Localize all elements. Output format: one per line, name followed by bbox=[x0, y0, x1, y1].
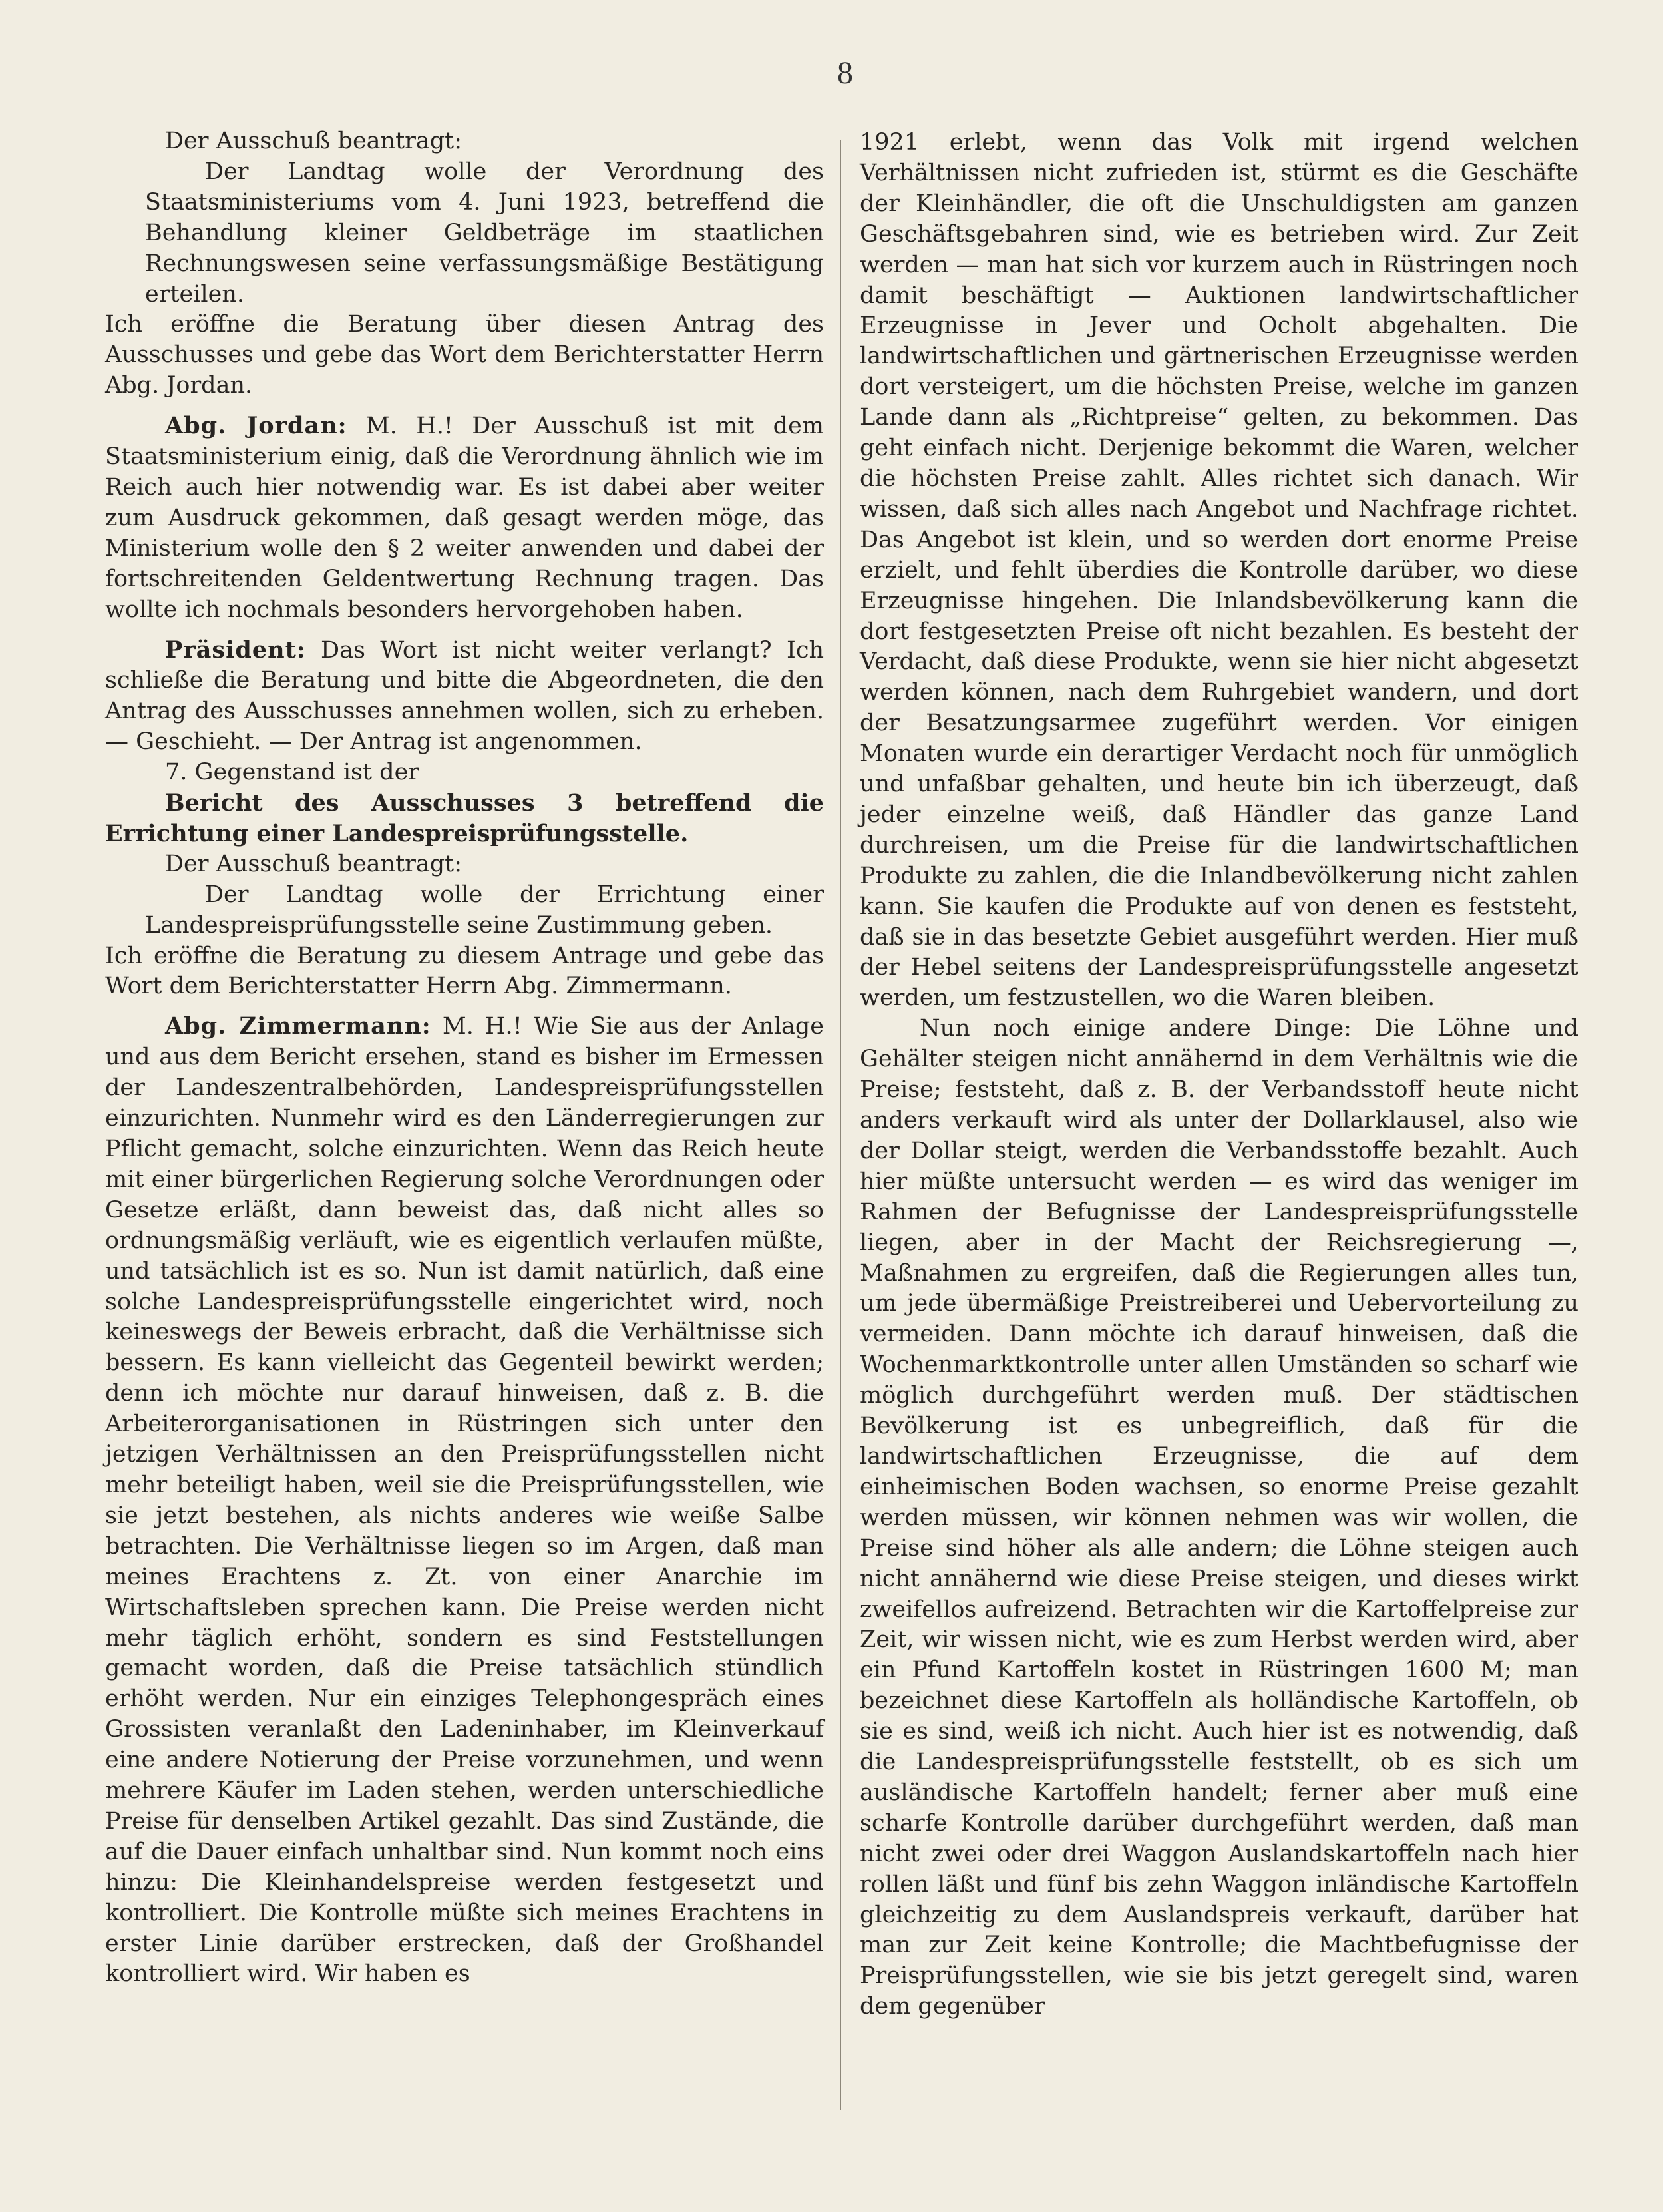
speaker-name: Abg. Zimmermann: bbox=[165, 1012, 431, 1040]
speech-text: Das Wort ist nicht weiter verlangt? Ich schließe die Beratung und bitte die Abgeordneten, die den Antrag des Ausschusses annehmen wollen, sich zu erheben. — Geschieht. — Der Antrag ist angenommen. bbox=[105, 636, 824, 756]
speaker-name: Präsident: bbox=[165, 636, 306, 664]
agenda-item: 7. Gegenstand ist der bbox=[165, 759, 420, 786]
opening-statement: Ich eröffne die Beratung zu diesem Antrage und gebe das Wort dem Berichterstatter Herrn Abg. Zimmermann. bbox=[105, 942, 824, 1000]
committee-motion-text: Der Landtag wolle der Errichtung einer Landespreisprüfungsstelle seine Zustimmung geben. bbox=[145, 881, 824, 939]
speech-paragraph: Nun noch einige andere Dinge: Die Löhne und Gehälter steigen nicht annähernd in dem Verhältnis wie die Preise; feststeht, daß z. B. der Verbandsstoff heute nicht anders verkauft wird als unter der Dollarklausel, also wie der Dollar steigt, werden die Verbandsstoffe bezahlt. Auch hier müßte untersucht werden — es wird das weniger im Rahmen der Befugnisse der Landespreisprüfungsstelle liegen, aber in der Macht der Reichsregierung —, Maßnahmen zu ergreifen, daß die Regierungen alles tun, um jede übermäßige Preistreiberei und Uebervorteilung zu vermeiden. Dann möchte ich darauf hinweisen, daß die Wochenmarktkontrolle unter allen Umständen so scharf wie möglich durchgeführt werden muß. Der städtischen Bevölkerung ist es unbegreiflich, daß für die landwirtschaftlichen Erzeugnisse, die auf dem einheimischen Boden wachsen, so enorme Preise gezahlt werden müssen, wir können nehmen was wir wollen, die Preise sind höher als alle andern; die Löhne steigen auch nicht annähernd wie diese Preise steigen, und dieses wirkt zweifellos aufreizend. Betrachten wir die Kartoffelpreise zur Zeit, wir wissen nicht, wie es zum Herbst werden wird, aber ein Pfund Kartoffeln kostet in Rüstringen 1600 M; man bezeichnet diese Kartoffeln als holländische Kartoffeln, ob sie es sind, weiß ich nicht. Auch hier ist es notwendig, daß die Landespreisprüfungsstelle feststellt, ob es sich um ausländische Kartoffeln handelt; ferner aber muß eine scharfe Kontrolle darüber durchgeführt werden, daß man nicht zwei oder drei Waggon Auslandskartoffeln nach hier rollen läßt und fünf bis zehn Waggon inländische Kartoffeln gleichzeitig zu dem Auslandspreis verkauft, darüber hat man zur Zeit keine Kontrolle; die Machtbefugnisse der Preisprüfungsstellen, wie sie bis jetzt geregelt sind, waren dem gegenüber bbox=[860, 1015, 1578, 2020]
speech-jordan bbox=[105, 411, 824, 625]
speaker-name: Abg. Jordan: bbox=[165, 412, 347, 440]
committee-motion-intro: Der Ausschuß beantragt: bbox=[165, 128, 462, 154]
opening-statement: Ich eröffne die Beratung über diesen Antrag des Ausschusses und gebe das Wort dem Berichterstatter Herrn Abg. Jordan. bbox=[105, 311, 824, 399]
speech-president bbox=[105, 635, 824, 758]
page-number: 8 bbox=[837, 55, 853, 91]
speech-zimmermann bbox=[105, 1011, 824, 1990]
committee-motion-intro: Der Ausschuß beantragt: bbox=[165, 850, 462, 877]
speech-text: M. H.! Wie Sie aus der Anlage und aus dem Bericht ersehen, stand es bisher im Ermessen der Landeszentralbehörden, Landespreisprüfungsstellen einzurichten. Nunmehr wird es den Länderregierungen zur Pflicht gemacht, solche einzurichten. Wenn das Reich heute mit einer bürgerlichen Regierung solche Verordnungen oder Gesetze erläßt, dann beweist das, daß nicht alles so ordnungsmäßig verläuft, wie es eigentlich verlaufen müßte, und tatsächlich ist es so. Nun ist damit natürlich, daß eine solche Landespreisprüfungsstelle eingerichtet wird, noch keineswegs der Beweis erbracht, daß die Verhältnisse sich bessern. Es kann vielleicht das Gegenteil bewirkt werden; denn ich möchte nur darauf hinweisen, daß z. B. die Arbeiterorganisationen in Rüstringen sich unter den jetzigen Verhältnissen an den Preisprüfungsstellen nicht mehr beteiligt haben, weil sie die Preisprüfungsstellen, wie sie jetzt bestehen, als nichts anderes wie weiße Salbe betrachten. Die Verhältnisse liegen so im Argen, daß man meines Erachtens z. Zt. von einer Anarchie im Wirtschaftsleben sprechen kann. Die Preise werden nicht mehr täglich erhöht, sondern es sind Feststellungen gemacht worden, daß die Preise tatsächlich stündlich erhöht werden. Nur ein einziges Telephongespräch eines Grossisten veranlaßt den Ladeninhaber, im Kleinverkauf eine andere Notierung der Preise vorzunehmen, und wenn mehrere Käufer im Laden stehen, werden unterschiedliche Preise für denselben Artikel gezahlt. Das sind Zustände, die auf die Dauer einfach unhaltbar sind. Nun kommt noch eins hinzu: Die Kleinhandelspreise werden festgesetzt und kontrolliert. Die Kontrolle müßte sich meines Erachtens in erster Linie darüber erstrecken, daß der Großhandel kontrolliert wird. Wir haben es bbox=[105, 1013, 825, 1988]
speech-continuation: 1921 erlebt, wenn das Volk mit irgend welchen Verhältnissen nicht zufrieden ist, stürmt es die Geschäfte der Kleinhändler, die oft die Unschuldigsten am ganzen Geschäftsgebahren sind, wie es betrieben wird. Zur Zeit werden — man hat sich vor kurzem auch in Rüstringen noch damit beschäftigt — Auktionen landwirtschaftlicher Erzeugnisse in Jever und Ocholt abgehalten. Die landwirtschaftlichen und gärtnerischen Erzeugnisse werden dort versteigert, um die höchsten Preise, welche im ganzen Lande dann als „Richtpreise“ gelten, zu bekommen. Das geht einfach nicht. Derjenige bekommt die Waren, welcher die höchsten Preise zahlt. Alles richtet sich danach. Wir wissen, daß sich alles nach Angebot und Nachfrage richtet. Das Angebot ist klein, und so werden dort enorme Preise erzielt, und fehlt überdies die Kontrolle darüber, wo diese Erzeugnisse hingehen. Die Inlandsbevölkerung kann die dort festgesetzten Preise oft nicht bezahlen. Es besteht der Verdacht, daß diese Produkte, wenn sie hier nicht abgesetzt werden können, nach dem Ruhrgebiet wandern, und dort der Besatzungsarmee zugeführt werden. Vor einigen Monaten wurde ein derartiger Verdacht noch für unmöglich und unfaßbar gehalten, und heute bin ich überzeugt, daß jeder einzelne weiß, daß Händler das ganze Land durchreisen, um die Preise für die landwirtschaftlichen Produkte zu zahlen, die die Inlandbevölkerung nicht zahlen kann. Sie kaufen die Produkte auf von denen es feststeht, daß sie in das besetzte Gebiet ausgeführt werden. Hier muß der Hebel seitens der Landespreisprüfungsstelle angesetzt werden, um festzustellen, wo die Waren bleiben. bbox=[860, 129, 1578, 1012]
report-heading: Bericht des Ausschusses 3 betreffend die Errichtung einer Landespreisprüfungsstelle. bbox=[105, 789, 824, 847]
speech-text: M. H.! Der Ausschuß ist mit dem Staatsministerium einig, daß die Verordnung ähnlich wie im Reich auch hier notwendig war. Es ist dabei aber weiter zum Ausdruck gekommen, daß gesagt werden möge, das Ministerium wolle den § 2 weiter anwenden und dabei der fortschreitenden Geldentwertung Rechnung tragen. Das wollte ich nochmals besonders hervorgehoben haben. bbox=[105, 413, 824, 623]
column-divider bbox=[840, 140, 841, 2110]
right-column bbox=[860, 128, 1578, 2022]
left-column bbox=[105, 126, 824, 1990]
committee-motion-text: Der Landtag wolle der Verordnung des Staatsministeriums vom 4. Juni 1923, betreffend die Behandlung kleiner Geldbeträge im staatlichen Rechnungswesen seine verfassungsmäßige Bestätigung erteilen. bbox=[145, 158, 824, 308]
